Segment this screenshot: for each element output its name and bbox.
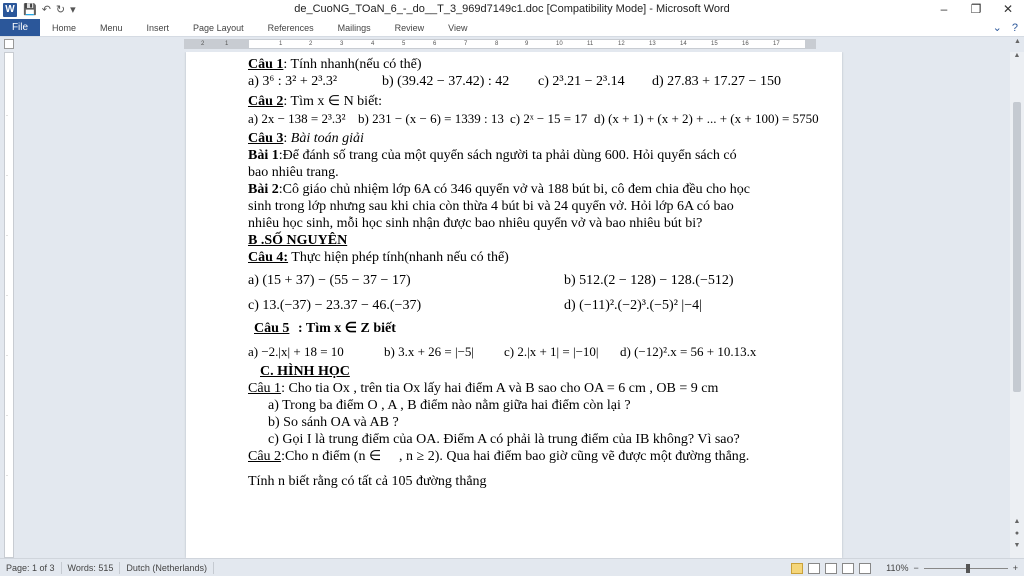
zoom-out-button[interactable]: − xyxy=(913,563,919,573)
select-browse-object-icon[interactable]: ● xyxy=(1014,530,1020,537)
draft-view-icon[interactable] xyxy=(859,563,871,574)
zoom-slider-knob[interactable] xyxy=(966,564,970,573)
full-screen-view-icon[interactable] xyxy=(808,563,820,574)
help-icon[interactable]: ? xyxy=(1011,22,1018,34)
tab-review[interactable]: Review xyxy=(394,23,425,33)
tab-menu[interactable]: Menu xyxy=(100,23,123,33)
customize-qat-icon[interactable]: ▾ xyxy=(70,4,76,16)
q4-title: Câu 4: xyxy=(248,250,289,265)
document-body[interactable]: Câu 1: Tính nhanh(nếu có thể) a) 3⁶ : 3² + 2³.3² b) (39.42 − 37.42) : 42 c) 2³.21 − 2³.14 d) 27.83 + 17.27 − 150 Câu 2: Tìm x ∈ N biết: a) 2x − 138 = 2³.3² b) 231 − (x − 6) = 1339 : 13 c) 2ˣ − 15 = 17 d) (x + 1) + (x + 2) + ... + (x + 100) = 5750 Câu 3: Bài toán giải Bài 1:Để đánh số trang của một quyển sách người ta phải dùng 600. Hỏi quyển sách có bao nhiêu trang. Bài 2:Cô giáo chủ nhiệm lớp 6A có 346 quyển vở và 188 bút bi, cô đem chia đều cho học sinh trong lớp nhưng sau khi chia còn thừa 4 bút bi và 24 quyển vở. Hỏi lớp 6A có bao nhiêu học sinh, mỗi học sinh nhận được bao nhiêu quyển vở và bao nhiêu bút bi? B .SỐ NGUYÊN Câu 4: Thực hiện phép tính(nhanh nếu có thể) a) (15 + 37) − (55 − 37 − 17) b) 512.(2 − 128) − 128.(−512) c) 13.(−37) − 23.37 − 46.(−37) d) (−11)².(−2)³.(−5)² |−4| Câu 5 : Tìm x ∈ Z biết a) −2.|x| + 18 = 10 b) 3.x + 26 = |−5| c) 2.|x + 1| = |−10| d) (−12)².x = 56 + 10.13.x C. HÌNH HỌC Câu 1: Cho tia Ox , trên tia Ox lấy hai điểm A và B sao cho OA = 6 cm , OB = 9 cm a) Trong ba điểm O , A , B điểm nào nằm giữa hai điểm còn lại ? b) So sánh OA và AB ? c) Gọi I là trung điểm của OA. Điểm A có phải là trung điểm của IB không? Vì sao? Câu 2:Cho n điểm (n ∈ ⃞ , n ≥ 2). Qua hai điểm bao giờ cũng vẽ được một đường thẳng. Tính n biết rằng có tất cả 105 đường thẳng xyxy=(248,56,822,490)
q2-title: Câu 2 xyxy=(248,94,284,109)
q2-text: : Tìm x ∈ N biết: xyxy=(283,94,383,109)
quick-access-toolbar xyxy=(23,3,76,16)
document-page[interactable] xyxy=(186,52,842,558)
section-b-heading: B .SỐ NGUYÊN xyxy=(248,233,348,248)
tab-mailings[interactable]: Mailings xyxy=(337,23,371,33)
language-indicator[interactable]: Dutch (Netherlands) xyxy=(120,562,214,574)
q3-text: Bài toán giải xyxy=(290,131,364,146)
q5-items: a) −2.|x| + 18 = 10 b) 3.x + 26 = |−5| c) 2.|x + 1| = |−10| d) (−12)².x = 56 + 10.13.x xyxy=(248,344,757,359)
document-area xyxy=(16,52,1010,558)
q4-row1: a) (15 + 37) − (55 − 37 − 17) b) 512.(2 − 128) − 128.(−512) xyxy=(248,273,734,288)
tab-page-layout[interactable]: Page Layout xyxy=(193,23,244,33)
scroll-up-icon[interactable]: ▲ xyxy=(1013,52,1021,59)
page-count[interactable]: Page: 1 of 3 xyxy=(0,562,62,574)
outline-view-icon[interactable] xyxy=(842,563,854,574)
b2-title: Bài 2 xyxy=(248,182,279,197)
minimize-button[interactable]: – xyxy=(940,2,948,16)
q4-row2: c) 13.(−37) − 23.37 − 46.(−37) d) (−11)².(−2)³.(−5)² |−4| xyxy=(248,298,702,313)
print-layout-view-icon[interactable] xyxy=(791,563,803,574)
tab-view[interactable]: View xyxy=(448,23,468,33)
redo-icon[interactable]: ↻ xyxy=(55,4,66,16)
vertical-ruler[interactable]: · · · · · · · xyxy=(4,52,14,558)
ruler-toggle-icon[interactable]: ▲ xyxy=(1014,38,1021,45)
tab-file[interactable]: File xyxy=(0,19,40,36)
web-layout-view-icon[interactable] xyxy=(825,563,837,574)
zoom-level[interactable]: 110% xyxy=(886,563,909,573)
zoom-slider[interactable] xyxy=(924,568,1008,569)
expand-ribbon-icon[interactable]: ⌄ xyxy=(992,22,1002,34)
scroll-up-page-icon[interactable]: ▲ xyxy=(1013,518,1021,525)
save-icon[interactable]: 💾 xyxy=(23,4,37,16)
q1-items: a) 3⁶ : 3² + 2³.3² b) (39.42 − 37.42) : 42 c) 2³.21 − 2³.14 d) 27.83 + 17.27 − 150 xyxy=(248,74,781,89)
close-button[interactable]: ✕ xyxy=(1002,2,1014,16)
zoom-in-button[interactable]: + xyxy=(1012,563,1018,573)
title-bar xyxy=(0,0,1024,19)
q1-title: Câu 1 xyxy=(248,57,284,72)
word-app-icon[interactable]: W xyxy=(3,3,17,17)
tab-home[interactable]: Home xyxy=(52,23,77,33)
tab-selector[interactable] xyxy=(4,39,14,49)
tab-references[interactable]: References xyxy=(267,23,314,33)
horizontal-ruler[interactable]: 2 1 1 2 3 4 5 6 7 8 9 10 11 12 13 14 15 16 17 xyxy=(184,39,816,49)
q2-items: a) 2x − 138 = 2³.3² b) 231 − (x − 6) = 1339 : 13 c) 2ˣ − 15 = 17 d) (x + 1) + (x + 2) + ... + (x + 100) = 5750 xyxy=(248,111,819,126)
b1-title: Bài 1 xyxy=(248,148,279,163)
ribbon-tab-bar xyxy=(0,19,1024,37)
restore-button[interactable]: ❐ xyxy=(970,2,982,16)
q3-title: Câu 3 xyxy=(248,131,284,146)
ruler-row xyxy=(0,37,1024,51)
q1-text: : Tính nhanh(nếu có thể) xyxy=(283,57,422,72)
window-title: de_CuoNG_TOaN_6_-_do__T_3_969d7149c1.doc [Compatibility Mode] - Microsoft Word xyxy=(294,3,730,15)
vertical-scrollbar[interactable] xyxy=(1010,52,1024,558)
q5-title: Câu 5 xyxy=(254,321,290,336)
status-bar xyxy=(0,558,1024,576)
word-count[interactable]: Words: 515 xyxy=(62,562,121,574)
section-c-heading: C. HÌNH HỌC xyxy=(260,364,350,379)
scroll-down-icon[interactable]: ▼ xyxy=(1013,542,1021,549)
undo-icon[interactable]: ↶ xyxy=(41,4,51,16)
h2-title: Câu 2 xyxy=(248,449,282,464)
tab-insert[interactable]: Insert xyxy=(146,23,170,33)
scrollbar-thumb[interactable] xyxy=(1013,102,1021,392)
h1-title: Câu 1 xyxy=(248,381,282,396)
